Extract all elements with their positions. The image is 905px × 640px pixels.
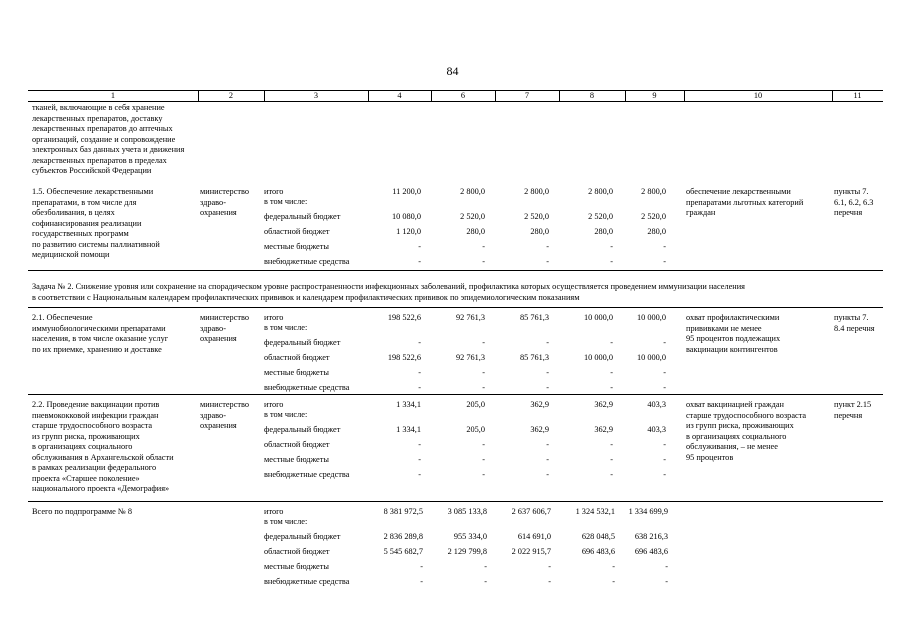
funding-value: 2 800,0 [588,187,613,196]
funding-value: 696 483,6 [634,547,668,556]
column-number: 7 [524,91,530,100]
item-name-line: в организациях социального [32,442,133,451]
funding-value: 362,9 [530,400,549,409]
funding-value: - [610,383,613,392]
indicator-line: 95 процентов подлежащих [686,334,781,343]
funding-value: - [482,242,485,251]
funding-value: 205,0 [466,425,485,434]
column-number: 6 [460,91,466,100]
funding-value: - [663,368,666,377]
item-name-line: из групп риска, проживающих [32,431,140,441]
funding-value: 3 085 133,8 [447,507,487,516]
funding-value: - [610,455,613,464]
funding-value: 11 200,0 [392,187,421,196]
funding-value: 1 334,1 [396,400,421,409]
funding-value: - [612,577,615,586]
funding-value: - [482,338,485,347]
item-name-line: 2.2. Проведение вакцинации против [32,400,160,409]
funding-value: 955 334,0 [453,532,487,541]
funding-source-label: областной бюджет [264,353,330,362]
funding-value: - [418,368,421,377]
funding-value: 2 520,0 [588,212,613,221]
funding-value: - [546,455,549,464]
page-number: 84 [446,64,459,78]
funding-value: - [663,383,666,392]
column-separator [832,91,833,101]
indicator-line: граждан [686,208,716,217]
funding-value: - [612,562,615,571]
funding-value: - [663,242,666,251]
item-name-line: населения, в том числе оказание услуг [32,334,169,343]
column-separator [559,91,560,101]
indicator-line: прививками не менее [686,323,762,333]
funding-value: 92 761,3 [455,353,485,362]
item-name-line: национального проекта «Демография» [32,484,170,493]
funding-value: - [418,470,421,479]
indicator-line: 95 процентов [686,452,734,462]
funding-source-label: в том числе: [264,323,308,332]
funding-source-label: местные бюджеты [264,368,329,377]
item-name-line: препаратами, в том числе для [32,197,137,207]
funding-source-label: в том числе: [264,517,308,526]
executor-line: здраво- [200,197,226,207]
funding-value: - [418,338,421,347]
funding-value: - [482,455,485,464]
funding-value: - [663,257,666,266]
column-separator [625,91,626,101]
reference-line: пункт 2.15 [834,400,872,409]
item-name-line: старше трудоспособного возраста [32,421,153,430]
funding-value: 10 000,0 [583,353,613,362]
funding-source-label: федеральный бюджет [264,425,341,434]
item-name-line: медицинской помощи [32,250,110,259]
item-name-line: по развитию системы паллиативной [32,239,160,249]
funding-value: 1 334,1 [396,425,421,434]
funding-value: 362,9 [530,425,549,434]
indicator-line: в организациях социального [686,431,787,441]
funding-value: - [548,562,551,571]
indicator-line: из групп риска, проживающих [686,421,794,430]
funding-value: 2 836 289,8 [383,532,423,541]
funding-value: 403,3 [647,425,666,434]
funding-source-label: в том числе: [264,197,308,206]
indicator-line: обслуживания, – не менее [686,442,778,451]
row-separator [28,394,883,395]
funding-source-label: областной бюджет [264,227,330,236]
funding-value: 1 334 699,9 [628,507,668,516]
reference-line: пункты 7. [834,187,869,196]
column-separator [368,91,369,101]
funding-value: 280,0 [466,227,485,236]
executor-line: министерство [200,187,250,196]
funding-value: 2 637 606,7 [511,507,551,516]
column-number-header-row [28,90,883,102]
column-separator [684,91,685,101]
column-number: 10 [753,91,763,100]
executor-line: министерство [200,400,250,409]
funding-value: 10 000,0 [636,313,666,322]
funding-value: - [610,257,613,266]
column-number: 2 [228,91,234,100]
funding-value: 92 761,3 [455,313,485,322]
item-name-line: иммунобиологическими препаратами [32,323,166,333]
funding-source-label: местные бюджеты [264,562,329,571]
funding-source-label: итого [264,507,284,516]
task-heading-line: Задача № 2. Снижение уровня или сохранение на спорадическом уровне распространенности инфекционных заболеваний, профилактика которых осуществляется проведением иммунизации населения [32,282,745,291]
funding-value: - [484,577,487,586]
funding-value: 696 483,6 [581,547,615,556]
funding-value: 2 129 799,8 [447,547,487,556]
reference-line: 6.1, 6.2, 6.3 [834,197,874,207]
funding-value: 2 520,0 [641,212,666,221]
column-separator [431,91,432,101]
funding-source-label: областной бюджет [264,440,330,449]
funding-value: - [418,440,421,449]
item-name-line: проекта «Старшее поколение» [32,473,140,483]
funding-value: 362,9 [594,425,613,434]
column-number: 11 [853,91,862,100]
reference-line: пункты 7. [834,313,869,322]
row-separator [28,270,883,271]
column-separator [495,91,496,101]
column-number: 1 [110,91,116,100]
column-number: 8 [589,91,595,100]
funding-value: 614 691,0 [517,532,551,541]
funding-value: - [610,338,613,347]
funding-value: 280,0 [594,227,613,236]
funding-value: 638 216,3 [634,532,668,541]
funding-value: - [663,470,666,479]
funding-value: - [546,440,549,449]
executor-line: охранения [200,208,237,217]
funding-value: 198 522,6 [387,313,421,322]
indicator-line: охват вакцинацией граждан [686,400,784,409]
executor-line: здраво- [200,323,226,333]
continuation-line: лекарственных препаратов до аптечных [32,124,173,133]
continuation-line: электронных баз данных учета и движения [32,145,185,154]
continuation-line: лекарственных препаратов, доставку [32,113,163,123]
subprogram-total-label: Всего по подпрограмме № 8 [32,507,133,516]
funding-source-label: федеральный бюджет [264,212,341,221]
executor-line: охранения [200,334,237,343]
column-number: 3 [313,91,319,100]
continuation-line: субъектов Российской Федерации [32,166,152,175]
funding-value: - [663,440,666,449]
item-name-line: государственных программ [32,229,129,238]
funding-source-label: итого [264,400,284,409]
executor-line: министерство [200,313,250,322]
funding-value: 10 000,0 [636,353,666,362]
funding-source-label: внебюджетные средства [264,577,350,586]
funding-value: 85 761,3 [519,353,549,362]
funding-value: 5 545 682,7 [383,547,423,556]
indicator-line: вакцинации контингентов [686,344,778,354]
funding-source-label: итого [264,313,284,322]
funding-value: 2 800,0 [524,187,549,196]
funding-value: - [546,338,549,347]
funding-value: - [418,242,421,251]
item-name-line: по их приемке, хранению и доставке [32,344,162,354]
reference-line: перечня [834,410,863,420]
funding-source-label: итого [264,187,284,196]
funding-value: 205,0 [466,400,485,409]
row-separator [28,501,883,502]
funding-value: - [665,577,668,586]
funding-value: - [484,562,487,571]
item-name-line: софинансирования реализации [32,218,142,228]
funding-value: 1 120,0 [396,227,421,236]
item-name-line: в рамках реализации федерального [32,463,157,472]
continuation-line: организаций, создание и сопровождение [32,134,176,144]
column-number: 9 [652,91,657,100]
funding-source-label: федеральный бюджет [264,338,341,347]
column-number: 4 [397,91,402,100]
item-name-line: пневмококковой инфекции граждан [32,410,159,420]
funding-value: - [610,242,613,251]
funding-source-label: внебюджетные средства [264,257,350,266]
indicator-line: препаратами льготных категорий [686,197,804,207]
funding-value: - [663,455,666,464]
task-heading-line: в соответствии с Национальным календарем профилактических прививок и календарем профилактических прививок по эпидемиологическим показаниям [32,292,580,302]
funding-value: 628 048,5 [581,532,615,541]
funding-value: - [665,562,668,571]
column-separator [264,91,265,101]
funding-value: 280,0 [647,227,666,236]
funding-value: 403,3 [647,400,666,409]
funding-value: 10 000,0 [583,313,613,322]
funding-value: 198 522,6 [387,353,421,362]
funding-value: 2 520,0 [460,212,485,221]
item-name-line: 1.5. Обеспечение лекарственными [32,187,154,196]
indicator-line: старше трудоспособного возраста [686,410,807,420]
funding-value: 1 324 532,1 [575,507,615,516]
funding-source-label: местные бюджеты [264,455,329,464]
funding-value: - [663,338,666,347]
funding-value: 10 080,0 [391,212,421,221]
funding-value: - [482,440,485,449]
funding-source-label: федеральный бюджет [264,532,341,541]
funding-source-label: внебюджетные средства [264,383,350,392]
row-separator [28,307,883,308]
funding-value: - [420,562,423,571]
funding-value: 85 761,3 [519,313,549,322]
funding-source-label: областной бюджет [264,547,330,556]
indicator-line: обеспечение лекарственными [686,187,791,196]
funding-value: - [482,257,485,266]
funding-value: - [418,455,421,464]
item-name-line: 2.1. Обеспечение [32,313,93,322]
funding-value: - [610,440,613,449]
funding-source-label: внебюджетные средства [264,470,350,479]
item-name-line: обслуживания в Архангельской области [32,452,174,462]
continuation-line: лекарственных препаратов в пределах [32,155,167,165]
funding-source-label: в том числе: [264,410,308,419]
funding-value: 2 022 915,7 [511,547,551,556]
executor-line: здраво- [200,410,226,420]
funding-value: 8 381 972,5 [383,507,423,516]
funding-value: - [418,257,421,266]
funding-source-label: местные бюджеты [264,242,329,251]
funding-value: - [482,383,485,392]
funding-value: - [482,368,485,377]
funding-value: - [418,383,421,392]
funding-value: - [546,368,549,377]
funding-value: - [546,257,549,266]
executor-line: охранения [200,421,237,430]
funding-value: - [546,383,549,392]
funding-value: 280,0 [530,227,549,236]
funding-value: - [420,577,423,586]
continuation-line: тканей, включающие в себя хранение [32,103,165,112]
funding-value: - [548,577,551,586]
funding-value: - [610,470,613,479]
funding-value: - [610,368,613,377]
item-name-line: обезболивания, в целях [32,208,115,217]
funding-value: - [546,470,549,479]
funding-value: 2 520,0 [524,212,549,221]
funding-value: 362,9 [594,400,613,409]
funding-value: - [546,242,549,251]
funding-value: 2 800,0 [641,187,666,196]
indicator-line: охват профилактическими [686,313,780,322]
column-separator [198,91,199,101]
reference-line: перечня [834,208,863,217]
funding-value: 2 800,0 [460,187,485,196]
funding-value: - [482,470,485,479]
reference-line: 8.4 перечня [834,323,875,333]
